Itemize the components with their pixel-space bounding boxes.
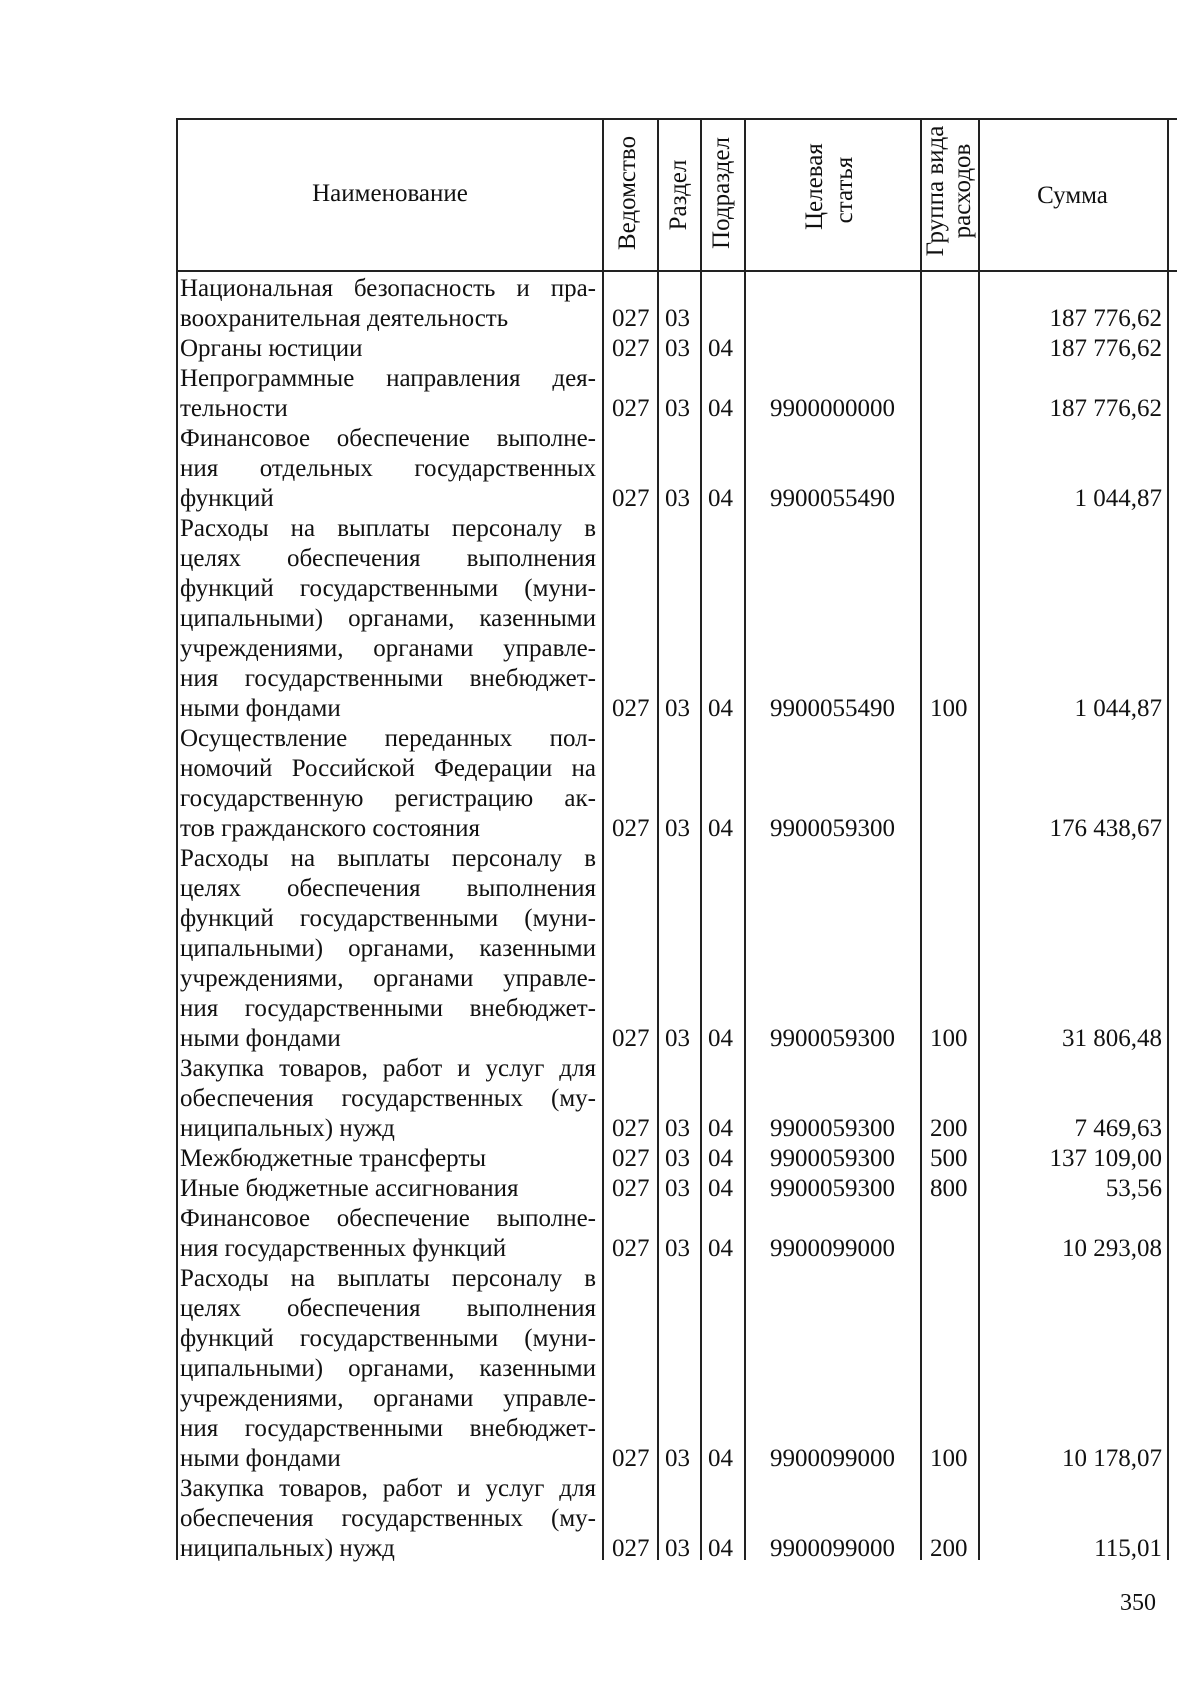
row-cell-podr: 04 bbox=[708, 1445, 733, 1472]
row-cell-sum: 187 776,62 bbox=[1049, 305, 1162, 332]
row-name-line: ниципальных) нужд bbox=[180, 1535, 395, 1562]
row-cell-razd: 03 bbox=[665, 1445, 690, 1472]
row-name-line: учреждениями, органами управле- bbox=[180, 1385, 596, 1412]
row-cell-sum: 31 806,48 bbox=[1062, 1025, 1162, 1052]
header-podrazdel: Подраздел bbox=[708, 137, 735, 249]
row-name-line: целях обеспечения выполнения bbox=[180, 545, 596, 572]
row-name-line: ципальными) органами, казенными bbox=[180, 935, 596, 962]
col-border-cs bbox=[920, 118, 922, 1560]
row-cell-vr: 800 bbox=[930, 1175, 968, 1202]
row-name-line: ными фондами bbox=[180, 695, 341, 722]
header-razdel: Раздел bbox=[665, 159, 692, 231]
col-border-vr bbox=[978, 118, 980, 1560]
col-border-razdel bbox=[700, 118, 702, 1560]
row-cell-ved: 027 bbox=[612, 1445, 650, 1472]
row-cell-razd: 03 bbox=[665, 1535, 690, 1562]
row-name-line: Осуществление переданных пол- bbox=[180, 725, 596, 752]
row-name-line: ными фондами bbox=[180, 1025, 341, 1052]
row-name-line: функций государственными (муни- bbox=[180, 575, 596, 602]
col-border-ved bbox=[657, 118, 659, 1560]
row-cell-sum: 1 044,87 bbox=[1074, 695, 1162, 722]
row-cell-podr: 04 bbox=[708, 815, 733, 842]
row-name-line: воохранительная деятельность bbox=[180, 305, 509, 332]
row-cell-cs: 9900099000 bbox=[770, 1535, 895, 1562]
row-cell-vr: 100 bbox=[930, 1445, 968, 1472]
row-cell-ved: 027 bbox=[612, 1115, 650, 1142]
row-name-line: ния государственных функций bbox=[180, 1235, 507, 1262]
row-cell-razd: 03 bbox=[665, 305, 690, 332]
row-cell-razd: 03 bbox=[665, 695, 690, 722]
row-name-line: Расходы на выплаты персоналу в bbox=[180, 1265, 596, 1292]
row-cell-razd: 03 bbox=[665, 485, 690, 512]
row-cell-cs: 9900059300 bbox=[770, 1175, 895, 1202]
row-cell-ved: 027 bbox=[612, 335, 650, 362]
row-name-line: обеспечения государственных (му- bbox=[180, 1085, 596, 1112]
row-cell-vr: 100 bbox=[930, 695, 968, 722]
row-cell-sum: 53,56 bbox=[1105, 1175, 1162, 1202]
row-cell-ved: 027 bbox=[612, 815, 650, 842]
row-cell-podr: 04 bbox=[708, 335, 733, 362]
row-cell-ved: 027 bbox=[612, 695, 650, 722]
header-bottom-border bbox=[176, 270, 1177, 272]
row-cell-vr: 200 bbox=[930, 1535, 968, 1562]
row-name-line: ципальными) органами, казенными bbox=[180, 1355, 596, 1382]
table-top-border bbox=[176, 118, 1177, 120]
row-cell-vr: 100 bbox=[930, 1025, 968, 1052]
row-name-line: номочий Российской Федерации на bbox=[180, 755, 596, 782]
row-cell-ved: 027 bbox=[612, 1175, 650, 1202]
row-cell-sum: 10 178,07 bbox=[1062, 1445, 1162, 1472]
row-cell-ved: 027 bbox=[612, 485, 650, 512]
row-name-line: Финансовое обеспечение выполне- bbox=[180, 425, 596, 452]
row-name-line: ципальными) органами, казенными bbox=[180, 605, 596, 632]
col-border-left bbox=[176, 118, 178, 1560]
row-name-line: ния отдельных государственных bbox=[180, 455, 596, 482]
row-cell-razd: 03 bbox=[665, 815, 690, 842]
row-name-line: функций государственными (муни- bbox=[180, 905, 596, 932]
row-cell-podr: 04 bbox=[708, 485, 733, 512]
row-name-line: обеспечения государственных (му- bbox=[180, 1505, 596, 1532]
row-cell-razd: 03 bbox=[665, 1145, 690, 1172]
row-cell-cs: 9900099000 bbox=[770, 1235, 895, 1262]
row-name-line: ными фондами bbox=[180, 1445, 341, 1472]
row-cell-sum: 187 776,62 bbox=[1049, 395, 1162, 422]
col-border-right bbox=[1167, 118, 1169, 1560]
row-name-line: функций bbox=[180, 485, 274, 512]
row-cell-sum: 7 469,63 bbox=[1074, 1115, 1162, 1142]
row-name-line: Межбюджетные трансферты bbox=[180, 1145, 487, 1172]
row-cell-sum: 115,01 bbox=[1094, 1535, 1162, 1562]
row-name-line: Расходы на выплаты персоналу в bbox=[180, 515, 596, 542]
row-cell-cs: 9900059300 bbox=[770, 815, 895, 842]
header-tselevaya-text: Целевая статья bbox=[801, 143, 858, 230]
row-cell-cs: 9900099000 bbox=[770, 1445, 895, 1472]
row-name-line: Закупка товаров, работ и услуг для bbox=[180, 1055, 596, 1082]
row-cell-razd: 03 bbox=[665, 335, 690, 362]
row-name-line: государственную регистрацию ак- bbox=[180, 785, 596, 812]
row-name-line: учреждениями, органами управле- bbox=[180, 965, 596, 992]
row-cell-vr: 500 bbox=[930, 1145, 968, 1172]
header-gruppa-vida bbox=[922, 116, 976, 266]
row-cell-podr: 04 bbox=[708, 695, 733, 722]
row-cell-razd: 03 bbox=[665, 395, 690, 422]
row-cell-podr: 04 bbox=[708, 1535, 733, 1562]
row-cell-ved: 027 bbox=[612, 305, 650, 332]
row-name-line: Органы юстиции bbox=[180, 335, 363, 362]
row-cell-ved: 027 bbox=[612, 1145, 650, 1172]
row-cell-ved: 027 bbox=[612, 1535, 650, 1562]
row-cell-razd: 03 bbox=[665, 1235, 690, 1262]
header-tselevaya-statya bbox=[800, 130, 860, 250]
row-name-line: учреждениями, органами управле- bbox=[180, 635, 596, 662]
page-number: 350 bbox=[1120, 1590, 1156, 1616]
row-cell-podr: 04 bbox=[708, 395, 733, 422]
row-name-line: Иные бюджетные ассигнования bbox=[180, 1175, 519, 1202]
row-cell-sum: 1 044,87 bbox=[1074, 485, 1162, 512]
row-cell-cs: 9900059300 bbox=[770, 1115, 895, 1142]
row-name-line: ниципальных) нужд bbox=[180, 1115, 395, 1142]
row-name-line: тов гражданского состояния bbox=[180, 815, 481, 842]
header-name: Наименование bbox=[312, 180, 468, 207]
row-name-line: Финансовое обеспечение выполне- bbox=[180, 1205, 596, 1232]
row-cell-razd: 03 bbox=[665, 1115, 690, 1142]
row-cell-razd: 03 bbox=[665, 1025, 690, 1052]
row-name-line: Расходы на выплаты персоналу в bbox=[180, 845, 596, 872]
row-name-line: целях обеспечения выполнения bbox=[180, 1295, 596, 1322]
row-name-line: ния государственными внебюджет- bbox=[180, 995, 596, 1022]
row-cell-podr: 04 bbox=[708, 1175, 733, 1202]
header-gruppa-text: Группа вида расходов bbox=[922, 125, 976, 257]
row-cell-sum: 176 438,67 bbox=[1049, 815, 1162, 842]
row-name-line: функций государственными (муни- bbox=[180, 1325, 596, 1352]
col-border-name bbox=[602, 118, 604, 1560]
row-cell-sum: 187 776,62 bbox=[1049, 335, 1162, 362]
row-cell-vr: 200 bbox=[930, 1115, 968, 1142]
row-cell-cs: 9900059300 bbox=[770, 1025, 895, 1052]
row-cell-podr: 04 bbox=[708, 1025, 733, 1052]
row-cell-ved: 027 bbox=[612, 1235, 650, 1262]
header-summa: Сумма bbox=[1037, 182, 1108, 209]
header-vedomstvo: Ведомство bbox=[614, 135, 641, 251]
row-cell-ved: 027 bbox=[612, 1025, 650, 1052]
row-name-line: Национальная безопасность и пра- bbox=[180, 275, 596, 302]
row-cell-sum: 137 109,00 bbox=[1049, 1145, 1162, 1172]
row-cell-razd: 03 bbox=[665, 1175, 690, 1202]
row-name-line: Закупка товаров, работ и услуг для bbox=[180, 1475, 596, 1502]
row-cell-ved: 027 bbox=[612, 395, 650, 422]
col-border-podrazdel bbox=[744, 118, 746, 1560]
row-name-line: Непрограммные направления дея- bbox=[180, 365, 596, 392]
row-cell-cs: 9900055490 bbox=[770, 695, 895, 722]
row-cell-cs: 9900055490 bbox=[770, 485, 895, 512]
row-cell-cs: 9900059300 bbox=[770, 1145, 895, 1172]
row-cell-sum: 10 293,08 bbox=[1062, 1235, 1162, 1262]
row-cell-podr: 04 bbox=[708, 1235, 733, 1262]
row-cell-podr: 04 bbox=[708, 1115, 733, 1142]
row-name-line: тельности bbox=[180, 395, 288, 422]
row-cell-podr: 04 bbox=[708, 1145, 733, 1172]
row-name-line: ния государственными внебюджет- bbox=[180, 665, 596, 692]
row-cell-cs: 9900000000 bbox=[770, 395, 895, 422]
row-name-line: целях обеспечения выполнения bbox=[180, 875, 596, 902]
row-name-line: ния государственными внебюджет- bbox=[180, 1415, 596, 1442]
